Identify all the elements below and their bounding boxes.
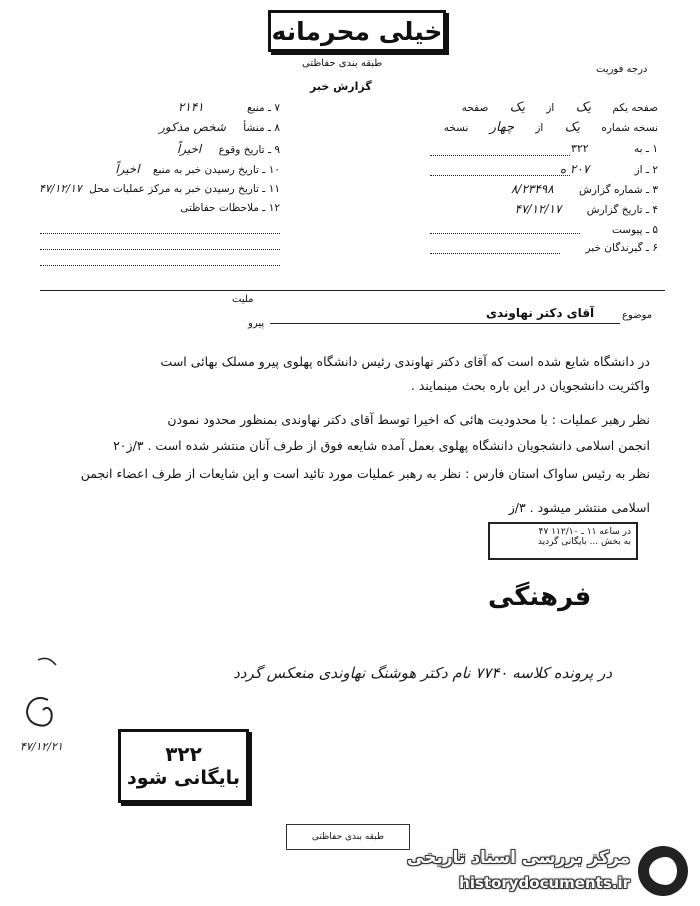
field-security-notes: ۱۲ ـ ملاحظات حفاظتی (180, 202, 280, 214)
footer-classification-box (286, 824, 410, 850)
subject-underline (270, 323, 620, 324)
body-line: نظر به رئیس ساواک استان فارس : نظر به رهبر عملیات مورد تائید است و این شایعات از طرف اعضاء انجمن (80, 466, 650, 481)
watermark-url: historydocuments.ir (459, 874, 630, 892)
subject-value: آقای دکتر نهاوندی (486, 306, 595, 320)
dotted-line (40, 232, 280, 234)
report-title: گزارش خبر (310, 80, 372, 93)
field-report-number: ۳ ـ شماره گزارش ۸/۲۳۴۹۸ (510, 182, 658, 196)
dotted-line (430, 174, 570, 176)
dotted-line (430, 232, 580, 234)
handwritten-note: در پرونده کلاسه ۷۷۴۰ نام دکتر هوشنگ نهاوندی منعکس گردد (233, 664, 612, 682)
watermark (398, 840, 696, 902)
classification-stamp (268, 10, 446, 52)
dotted-line (40, 248, 280, 250)
signature-name: فرهنگی (488, 582, 592, 612)
field-report-date: ۴ ـ تاریخ گزارش ۴۷/۱۲/۱۷ (514, 202, 658, 216)
handwritten-date: ۴۷/۱۲/۲۱ (20, 740, 63, 753)
field-page: صفحه یکم یک از یک صفحه (461, 100, 658, 115)
field-origin: ۸ ـ منشأ شخص مذکور (159, 120, 280, 134)
field-recipients: ۶ ـ گیرندگان خبر (585, 242, 658, 254)
field-from: ۲ ـ از ۲۰۷ ه (559, 162, 658, 176)
archive-stamp (118, 729, 249, 803)
field-source: ۷ ـ منبع ۲۱۴۱ (177, 100, 280, 114)
field-copy-number: نسخه شماره یک از چهار نسخه (443, 120, 658, 135)
dotted-line (430, 154, 570, 156)
classification-text: خیلی محرمانه (271, 16, 443, 46)
dotted-line (430, 252, 560, 254)
body-line: واکثریت دانشجویان در این باره بحث مینمایند . (410, 378, 650, 393)
subject-divider (40, 290, 665, 291)
archive-stamp-text: بایگانی شود (127, 767, 240, 789)
body-line: انجمن اسلامی دانشجویان دانشگاه پهلوی بعمل آمده شایعه فوق از طرف آنان منتشر شده است . ۳/ز۲۰ (113, 438, 650, 453)
subject-side-label-following: پیرو (248, 318, 265, 329)
subject-side-label-nationality: ملیت (232, 294, 254, 305)
dotted-line (40, 264, 280, 266)
footer-classification-text: طبقه بندی حفاظتی (311, 832, 385, 842)
archive-stamp-number: ۳۲۲ (165, 742, 202, 766)
field-source-receipt-date: ۱۰ ـ تاریخ رسیدن خبر به منبع اخیراً (115, 162, 280, 176)
field-center-receipt-date: ۱۱ ـ تاریخ رسیدن خبر به مرکز عملیات محل ۴۷/۱۲/۱۷ (38, 182, 280, 195)
watermark-persian: مرکز بررسی اسناد تاریخی (407, 848, 630, 868)
filing-line-1: در ساعه ۱۱ ـ ۱۱۲/۱۰ ۴۷ (538, 527, 631, 537)
archive-logo-icon (638, 846, 688, 896)
filing-stamp (488, 522, 638, 560)
body-line: اسلامی منتشر میشود . ۳/ز (508, 500, 650, 515)
field-attachment: ۵ ـ پیوست (611, 224, 658, 236)
field-to: ۱ ـ به ۳۲۲ (570, 142, 658, 155)
priority-label: درجه فوریت (596, 64, 648, 75)
filing-line-2: به بخش ... بایگانی گردید (537, 537, 631, 547)
field-event-date: ۹ ـ تاریخ وقوع اخیراً (176, 142, 280, 156)
subject-label: موضوع (622, 310, 653, 321)
classification-subtitle: طبقه بندی حفاظتی (302, 58, 383, 69)
body-line: در دانشگاه شایع شده است که آقای دکتر نهاوندی رئیس دانشگاه پهلوی پیرو مسلک بهائی است (160, 354, 650, 369)
body-line: نظر رهبر عملیات : با محدودیت هائی که اخیرا توسط آقای دکتر نهاوندی بمنظور محدود نمودن (167, 412, 650, 427)
